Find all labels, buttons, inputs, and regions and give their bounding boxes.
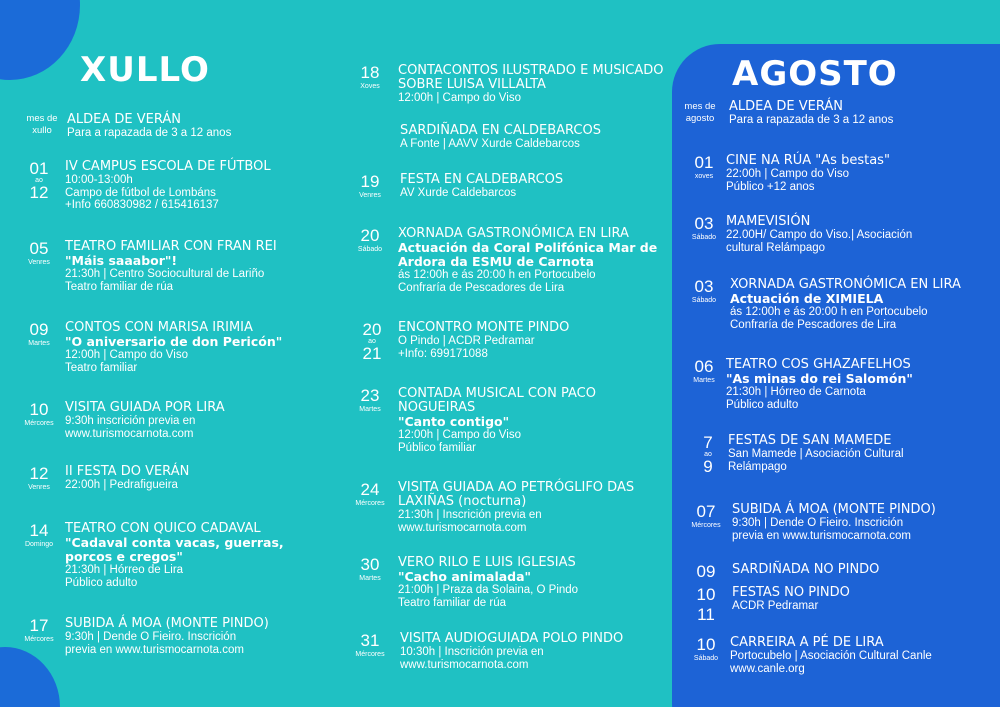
event-detail: 10:30h | Inscrición previa en [400,646,544,658]
event-title: VISITA AUDIOGUIADA POLO PINDO [400,631,624,646]
event-body [729,100,989,127]
event-title: FESTAS DE SAN MAMEDE [728,433,892,448]
event-detail: www.turismocarnota.com [65,427,194,440]
event-detail: Teatro familiar de rúa [65,280,174,293]
event-title: FESTAS NO PINDO [732,585,850,600]
text: agosto [685,113,715,124]
event-detail: 9:30h | Dende O Fieiro. Inscrición [65,631,237,643]
corner-decoration-bottom-left [0,647,60,707]
event-detail: 22:00h | Pedrafigueira [65,479,178,491]
event-weekday: Sábado [693,655,719,662]
event-body [400,173,670,200]
event-weekday: Domingo [24,541,53,548]
event-detail: 12:00h | Campo do Viso [398,429,521,441]
event-title: SARDIÑADA NO PINDO [732,562,880,577]
event-weekday: Mércores [691,522,721,529]
event-detail: 21:00h | Praza da Solaina, O Pindo [398,584,579,596]
event-date-block [688,636,724,663]
event-detail: ás 12:00h e ás 20:00 h en Portocubelo [730,306,928,318]
event-title: II FESTA DO VERÁN [65,464,190,479]
event-weekday: Martes [359,575,381,582]
event-date: 12 [29,183,49,202]
event-weekday: Mércores [24,636,54,643]
event-date-block [688,503,724,530]
event-weekday: Mércores [355,500,385,507]
event-subtitle: "Cacho animalada" [398,569,532,584]
event-detail: San Mamede | Asociación Cultural [728,448,904,460]
event-detail: 21:30h | Hórreo de Carnota [726,386,866,398]
event-date: 01 [694,153,714,172]
event-detail: Confraría de Pescadores de Lira [730,318,897,331]
event-title: VISITA GUIADA POR LIRA [65,400,225,415]
event-date-block [688,434,728,475]
event-body [730,636,995,675]
event-body [398,556,668,609]
event-title: CONTADA MUSICAL CON PACO NOGUEIRAS [398,386,596,415]
event-title: SUBIDA Á MOA (MONTE PINDO) [65,616,269,631]
event-body [732,586,992,613]
event-date-block [22,401,56,428]
aldea-date-xullo [20,113,64,137]
event-date-block [354,556,386,583]
event-date-block [688,586,724,623]
event-detail: Público adulto [65,576,138,589]
event-subtitle: "As minas do rei Salomón" [726,371,913,386]
event-detail: 22:00h | Campo do Viso [726,168,849,180]
event-date-block [354,173,386,200]
event-date-block [688,154,720,181]
event-date: 03 [694,214,714,233]
event-title: CARREIRA A PÉ DE LIRA [730,635,884,650]
event-body [732,563,992,577]
event-detail: ás 12:00h e ás 20:00 h en Portocubelo [398,269,596,281]
event-date: 7 [703,433,713,452]
event-detail: Público +12 anos [726,180,815,193]
event-weekday: Venres [359,192,381,199]
event-date-block [688,563,724,580]
event-weekday: Sábado [691,234,717,241]
event-title: VISITA GUIADA AO PETRÓGLIFO DAS LAXIÑAS (nocturna) [398,480,635,509]
event-weekday: Xoves [360,83,380,90]
event-body [730,278,995,331]
event-title: TEATRO FAMILIAR CON FRAN REI [65,239,277,254]
event-detail: Portocubelo | Asociación Cultural Canle [730,650,932,662]
event-date: 07 [696,502,716,521]
event-detail: 21:30h | Centro Sociocultural de Lariño [65,268,265,280]
event-date-block [688,215,720,242]
event-date: 12 [29,464,49,483]
event-date: 09 [696,562,716,581]
event-date-block [354,632,386,659]
event-body [726,215,986,254]
event-date-block [354,321,390,362]
event-weekday: Martes [693,377,715,384]
event-detail: 12:00h | Campo do Viso [398,92,521,104]
event-title: ENCONTRO MONTE PINDO [398,320,570,335]
event-body [732,503,992,542]
event-weekday: Mércores [24,420,54,427]
event-date-block [354,481,386,508]
event-subtitle: "O aniversario de don Pericón" [65,334,283,349]
event-detail: cultural Relámpago [726,241,826,254]
event-detail: ACDR Pedramar [732,600,819,612]
event-date: 18 [360,63,380,82]
event-date: 31 [360,631,380,650]
event-weekday: xoves [694,173,714,180]
event-body [65,240,335,293]
corner-decoration-top-left [0,0,80,80]
event-body [398,387,648,454]
event-title: XORNADA GASTRONÓMICA EN LIRA [398,226,629,241]
event-body [398,227,673,294]
event-detail: +Info: 699171088 [398,347,488,360]
event-body [400,124,670,151]
event-body [398,64,668,105]
event-body [65,160,335,212]
event-date: 19 [360,172,380,191]
event-detail: Para a rapazada de 3 a 12 anos [67,127,232,139]
event-subtitle: "Canto contigo" [398,414,510,429]
event-title: MAMEVISIÓN [726,214,811,229]
event-body [65,321,335,374]
event-detail: 9:30h inscrición previa en [65,415,196,427]
event-date-block [22,240,56,267]
event-date-block [22,321,56,348]
event-body [726,154,986,193]
event-body [398,321,668,360]
event-detail: Público adulto [726,398,799,411]
event-date: 21 [362,344,382,363]
event-date-separator: ao [704,451,712,458]
event-detail: previa en www.turismocarnota.com [732,529,911,542]
event-date-block [688,358,720,385]
event-weekday: Sábado [357,246,383,253]
event-weekday: Martes [28,340,50,347]
month-title-xullo: XULLO [80,50,210,90]
event-body [400,632,670,671]
text: mes de [26,113,58,124]
event-date-block [688,278,720,305]
event-weekday: Sábado [691,297,717,304]
aldea-date-agosto [676,101,724,125]
event-body [398,481,658,534]
event-body [65,522,315,589]
event-weekday: Venres [28,484,50,491]
event-subtitle: "Cadaval conta vacas, guerras, porcos e cregos" [65,535,284,564]
event-date: 03 [694,277,714,296]
event-date: 14 [29,521,49,540]
event-detail: Teatro familiar [65,361,138,374]
event-subtitle: "Máis saaabor"! [65,253,178,268]
event-body [65,401,335,440]
event-title: SARDIÑADA EN CALDEBARCOS [400,123,601,138]
event-subtitle: Actuación de XIMIELA [730,291,884,306]
event-date: 20 [362,320,382,339]
event-weekday: Venres [28,259,50,266]
event-date-block [354,387,386,414]
event-title: TEATRO CON QUICO CADAVAL [65,521,261,536]
event-title: XORNADA GASTRONÓMICA EN LIRA [730,277,961,292]
event-title: SUBIDA Á MOA (MONTE PINDO) [732,502,936,517]
event-title: TEATRO COS GHAZAFELHOS [726,357,911,372]
event-detail: Teatro familiar de rúa [398,596,507,609]
event-detail: AV Xurde Caldebarcos [400,187,517,199]
event-detail: 21:30h | Inscrición previa en [398,509,542,521]
event-date-separator: ao [35,177,43,184]
event-detail: Para a rapazada de 3 a 12 anos [729,114,894,126]
event-date-block [22,522,56,549]
event-date: 30 [360,555,380,574]
event-detail: www.turismocarnota.com [398,521,527,534]
event-date-block [354,227,386,254]
event-date: 01 [29,159,49,178]
event-title: CONTACONTOS ILUSTRADO E MUSICADO SOBRE LUISA VILLALTA [398,63,664,92]
event-date: 20 [360,226,380,245]
event-detail: previa en www.turismocarnota.com [65,643,244,656]
event-detail: 9:30h | Dende O Fieiro. Inscrición [732,517,904,529]
event-title: CINE NA RÚA "As bestas" [726,153,890,168]
event-date: 10 [696,635,716,654]
event-detail: Relámpago [728,460,787,473]
event-body [726,358,986,411]
event-date: 06 [694,357,714,376]
event-detail: 22.00H/ Campo do Viso.| Asociación [726,229,913,241]
event-body [65,465,335,492]
event-title: ALDEA DE VERÁN [729,99,843,114]
event-detail: Público familiar [398,441,476,454]
event-date: 10 [696,585,716,604]
event-detail: Campo de fútbol de Lombáns [65,186,216,199]
event-detail: www.turismocarnota.com [400,658,529,671]
text: xullo [32,125,52,136]
event-detail: A Fonte | AAVV Xurde Caldebarcos [400,138,580,150]
event-date-block [354,64,386,91]
event-detail: www.canle.org [730,662,805,675]
event-body [728,434,988,473]
event-detail: Confraría de Pescadores de Lira [398,281,565,294]
event-date: 24 [360,480,380,499]
event-detail: 12:00h | Campo do Viso [65,349,188,361]
event-detail: +Info 660830982 / 615416137 [65,199,219,211]
event-date: 10 [29,400,49,419]
event-detail: 21:30h | Hórreo de Lira [65,564,184,576]
event-title: FESTA EN CALDEBARCOS [400,172,564,187]
event-title: VERO RILO E LUIS IGLESIAS [398,555,576,570]
event-date-block [22,617,56,644]
event-detail: O Pindo | ACDR Pedramar [398,335,535,347]
event-date: 11 [697,605,715,624]
event-date-separator: ao [368,338,376,345]
event-date: 17 [29,616,49,635]
event-detail: 10:00-13:00h [65,174,133,186]
event-weekday: Martes [359,406,381,413]
event-body [65,617,335,656]
event-title: IV CAMPUS ESCOLA DE FÚTBOL [65,159,271,174]
text: mes de [684,101,716,112]
event-title: ALDEA DE VERÁN [67,112,181,127]
event-date-block [22,160,56,201]
event-date: 23 [360,386,380,405]
event-date: 9 [703,457,713,476]
event-body [67,113,327,140]
month-title-agosto: AGOSTO [732,54,898,94]
event-date: 05 [29,239,49,258]
event-date: 09 [29,320,49,339]
event-date-block [22,465,56,492]
event-weekday: Mércores [355,651,385,658]
event-title: CONTOS CON MARISA IRIMIA [65,320,253,335]
event-subtitle: Actuación da Coral Polifónica Mar de Ardora da ESMU de Carnota [398,240,658,269]
